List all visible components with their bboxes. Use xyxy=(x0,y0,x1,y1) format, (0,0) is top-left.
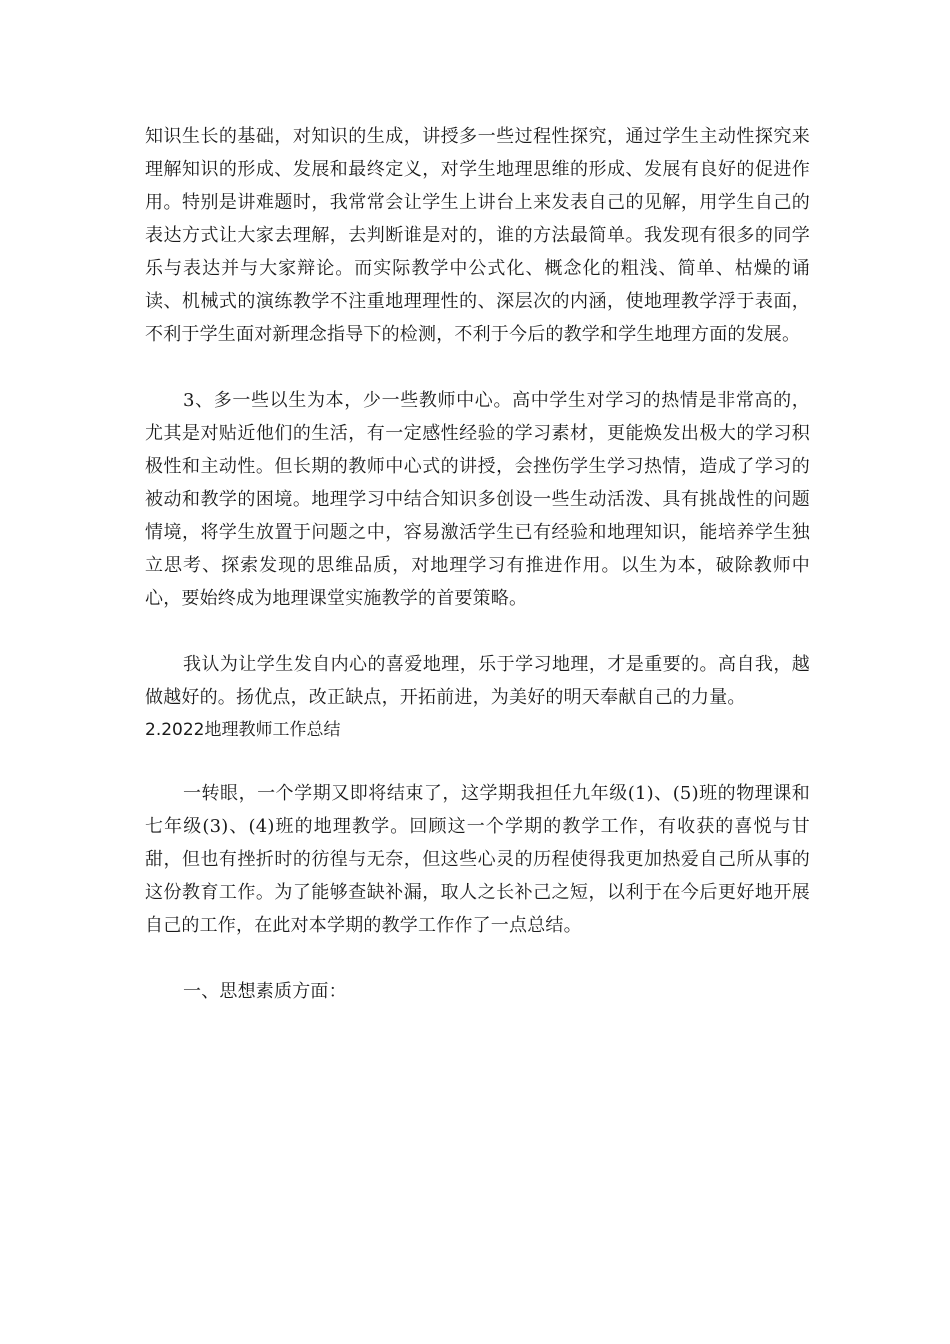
paragraph-semester-summary: 一转眼，一个学期又即将结束了，这学期我担任九年级(1)、(5)班的物理课和七年级(3)、(4)班的地理教学。回顾这一个学期的教学工作，有收获的喜悦与甘甜，但也有挫折时的彷徨与无奈，但这些心灵的历程使得我更加热爱自己所从事的这份教育工作。为了能够查缺补漏，取人之长补己之短，以利于在今后更好地开展自己的工作，在此对本学期的教学工作作了一点总结。 xyxy=(145,783,810,936)
paragraph-conclusion: 我认为让学生发自内心的喜爱地理，乐于学习地理，才是重要的。高自我，越做越好的。扬优点，改正缺点，开拓前进，为美好的明天奉献自己的力量。 xyxy=(145,654,810,708)
document-page xyxy=(145,120,810,1008)
section-heading: 2.2022地理教师工作总结 xyxy=(145,720,341,740)
paragraph-student-centered: 3、多一些以生为本，少一些教师中心。高中学生对学习的热情是非常高的，尤其是对贴近他们的生活，有一定感性经验的学习素材，更能焕发出极大的学习积极性和主动性。但长期的教师中心式的讲授，会挫伤学生学习热情，造成了学习的被动和教学的困境。地理学习中结合知识多创设一些生动活泼、具有挑战性的问题情境，将学生放置于问题之中，容易激活学生已有经验和地理知识，能培养学生独立思考、探索发现的思维品质，对地理学习有推进作用。以生为本，破除教师中心，要始终成为地理课堂实施教学的首要策略。 xyxy=(145,390,810,609)
paragraph-teaching-method: 知识生长的基础，对知识的生成，讲授多一些过程性探究，通过学生主动性探究来理解知识的形成、发展和最终定义，对学生地理思维的形成、发展有良好的促进作用。特别是讲难题时，我常常会让学生上讲台上来发表自己的见解，用学生自己的表达方式让大家去理解，去判断谁是对的，谁的方法最简单。我发现有很多的同学乐与表达并与大家辩论。而实际教学中公式化、概念化的粗浅、简单、枯燥的诵读、机械式的演练教学不注重地理理性的、深层次的内涵，使地理教学浮于表面，不利于学生面对新理念指导下的检测，不利于今后的教学和学生地理方面的发展。 xyxy=(145,126,810,345)
subsection-heading: 一、思想素质方面： xyxy=(183,981,347,1002)
